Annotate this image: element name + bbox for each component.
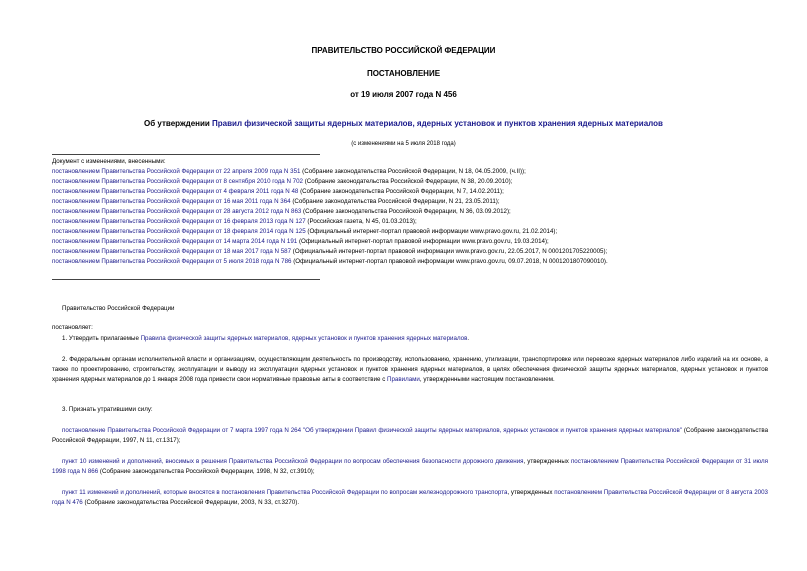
list-item: постановлением Правительства Российской Федерации от 22 апреля 2009 года N 351 (Собрание законодательства Российской Федерации, N 18, 04.05.2009, (ч.II)); [52,168,526,175]
changes-intro: Документ с изменениями, внесенными: [52,158,166,165]
list-item: постановлением Правительства Российской Федерации от 28 августа 2012 года N 863 (Собрание законодательства Российской Федерации, N 36, 03.09.2012); [52,208,511,215]
rules-ref-link[interactable]: Правилами [387,376,420,383]
doc-title: Об утверждении Правил физической защиты ядерных материалов, ядерных установок и пунктов хранения ядерных материалов [144,119,663,128]
change-link[interactable]: постановлением Правительства Российской Федерации от 22 апреля 2009 года N 351 [52,168,301,175]
doc-type-heading: ПОСТАНОВЛЕНИЕ [366,69,441,78]
paragraph-2: 2. Федеральным органам исполнительной власти и организациям, осуществляющим деятельность по производству, использованию, хранению, утилизации, транспортировке или перевозке ядерных материалов либо изделий на их основе, а также по проектированию, строительству, эксплуатации и выводу из эксплуатации ядерных установок и пунктов хранения ядерных материалов, в целях обеспечения физической защиты ядерных материалов, ядерных установок и пунктов хранения ядерных материалов до 1 января 2008 года привести свои нормативные правовые акты в соответствие с Правилами, утвержденными настоящим постановлением. [52,356,768,383]
list-item: постановлением Правительства Российской Федерации от 8 сентября 2010 года N 702 (Собрание законодательства Российской Федерации, N 38, 20.09.2010); [52,178,513,185]
change-link[interactable]: постановлением Правительства Российской Федерации от 4 февраля 2011 года N 48 [52,188,299,195]
divider-bottom [52,279,320,280]
change-link[interactable]: постановлением Правительства Российской Федерации от 5 июля 2018 года N 786 [52,258,292,265]
list-item: постановлением Правительства Российской Федерации от 4 февраля 2011 года N 48 (Собрание законодательства Российской Федерации, N 7, 14.02.2011); [52,188,504,195]
edition-note: (с изменениями на 5 июля 2018 года) [351,141,456,147]
change-link[interactable]: постановлением Правительства Российской Федерации от 16 мая 2011 года N 364 [52,198,291,205]
list-item: постановлением Правительства Российской Федерации от 14 марта 2014 года N 191 (Официальный интернет-портал правовой информации www.pravo.gov.ru, 19.03.2014); [52,238,549,245]
change-link[interactable]: постановлением Правительства Российской Федерации от 16 февраля 2013 года N 127 [52,218,306,225]
resolution-866-link[interactable]: постановлением Правительства Российской Федерации от 31 июля 1998 года N 866 [52,458,768,475]
list-item: постановлением Правительства Российской Федерации от 16 мая 2011 года N 364 (Собрание законодательства Российской Федерации, N 21, 23.05.2011); [52,198,500,205]
divider-top [52,154,320,155]
government-line: Правительство Российской Федерации [62,305,175,312]
list-item: постановлением Правительства Российской Федерации от 18 февраля 2014 года N 125 (Официальный интернет-портал правовой информации www.pravo.gov.ru, 21.02.2014); [52,228,558,235]
change-link[interactable]: постановлением Правительства Российской Федерации от 18 февраля 2014 года N 125 [52,228,306,235]
item10-link[interactable]: пункт 10 изменений и дополнений, вносимых в решения Правительства Российской Федерации по вопросам обеспечения безопасности дорожного движения [62,458,524,465]
item11-link[interactable]: пункт 11 изменений и дополнений, которые вносятся в постановления Правительства Российской Федерации по вопросам железнодорожного транспорта [62,489,508,496]
paragraph-1: 1. Утвердить прилагаемые Правила физической защиты ядерных материалов, ядерных установок и пунктов хранения ядерных материалов. [62,335,470,342]
change-link[interactable]: постановлением Правительства Российской Федерации от 14 марта 2014 года N 191 [52,238,298,245]
org-heading: ПРАВИТЕЛЬСТВО РОССИЙСКОЙ ФЕДЕРАЦИИ [311,46,496,55]
doc-date: от 19 июля 2007 года N 456 [350,90,457,99]
change-link[interactable]: постановлением Правительства Российской Федерации от 18 мая 2017 года N 587 [52,248,292,255]
paragraph-3: 3. Признать утратившими силу: [62,406,153,413]
repealed-resolution-link[interactable]: постановление Правительства Российской Федерации от 7 марта 1997 года N 264 "Об утверждении Правил физической защиты ядерных материалов, ядерных установок и пунктов хранения ядерных материалов" [62,427,682,434]
rules-link[interactable]: Правила физической защиты ядерных материалов, ядерных установок и пунктов хранения ядерных материалов [140,335,468,342]
resolves-line: постановляет: [52,324,93,331]
change-link[interactable]: постановлением Правительства Российской Федерации от 28 августа 2012 года N 863 [52,208,302,215]
resolution-476-link[interactable]: постановлением Правительства Российской Федерации от 8 августа 2003 года N 476 [52,489,768,506]
paragraph-4: постановление Правительства Российской Федерации от 7 марта 1997 года N 264 "Об утверждении Правил физической защиты ядерных материалов, ядерных установок и пунктов хранения ядерных материалов" (Собрание законодательства Российской Федерации, 1997, N 11, ст.1317); [52,427,769,444]
paragraph-5: пункт 10 изменений и дополнений, вносимых в решения Правительства Российской Федерации по вопросам обеспечения безопасности дорожного движения, утвержденных постановлением Правительства Российской Федерации от 31 июля 1998 года N 866 (Собрание законодательства Российской Федерации, 1998, N 32, ст.3910); [52,458,768,475]
list-item: постановлением Правительства Российской Федерации от 16 февраля 2013 года N 127 (Российская газета, N 45, 01.03.2013); [52,218,417,225]
changes-list [52,157,772,267]
change-link[interactable]: постановлением Правительства Российской Федерации от 8 сентября 2010 года N 702 [52,178,303,185]
paragraph-6: пункт 11 изменений и дополнений, которые вносятся в постановления Правительства Российской Федерации по вопросам железнодорожного транспорта, утвержденных постановлением Правительства Российской Федерации от 8 августа 2003 года N 476 (Собрание законодательства Российской Федерации, 2003, N 33, ст.3270). [52,489,768,506]
rules-title-link[interactable]: Правил физической защиты ядерных материалов, ядерных установок и пунктов хранения ядерных материалов [212,119,663,128]
list-item: постановлением Правительства Российской Федерации от 18 мая 2017 года N 587 (Официальный интернет-портал правовой информации www.pravo.gov.ru, 22.05.2017, N 0001201705220005); [52,248,608,255]
list-item: постановлением Правительства Российской Федерации от 5 июля 2018 года N 786 (Официальный интернет-портал правовой информации www.pravo.gov.ru, 09.07.2018, N 0001201807090010). [52,258,608,265]
